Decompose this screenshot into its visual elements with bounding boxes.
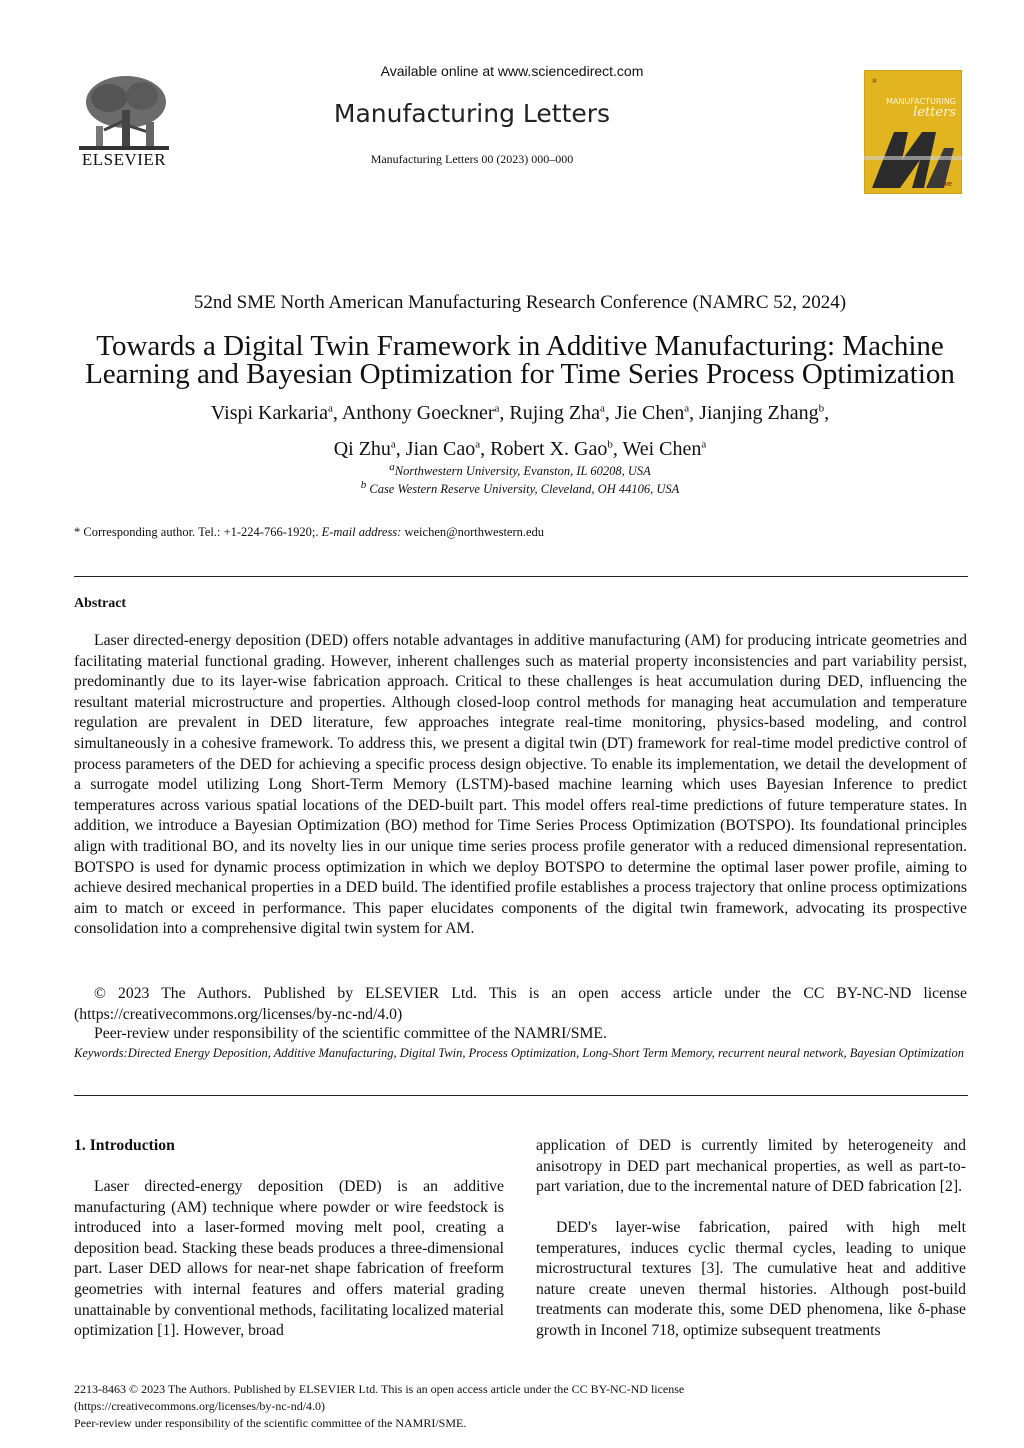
cover-sme-logo: SME [941,182,952,188]
available-online-text[interactable]: Available online at www.sciencedirect.com [380,63,644,79]
keywords: Keywords:Directed Energy Deposition, Additive Manufacturing, Digital Twin, Process Optimization, Long-Short Term Memory, recurrent neural network, Bayesian Optimization [74,1046,964,1060]
author-list-line-1: Vispi Karkaria$^a$, Anthony Goeckner$^a$, Rujing Zha$^a$, Jie Chen$^a$, Jianjing Zhang$^b$, [210,402,830,424]
copyright-notice: © 2023 The Authors. Published by ELSEVIER Ltd. This is an open access article under the CC BY-NC-ND license (https://creativecommons.org/licenses/by-nc-nd/4.0) [74,985,967,1023]
footer-license-link[interactable]: (https://creativecommons.org/licenses/by-nc-nd/4.0) [74,1399,326,1413]
author-affiliation-mark: b [607,438,613,451]
author-name: Robert X. Gao [490,438,608,460]
author-affiliation-mark: a [494,402,500,415]
cover-title-line1: MANUFACTURING [886,97,956,106]
abstract-body: Laser directed-energy deposition (DED) offers notable advantages in additive manufacturing (AM) for producing intricate geometries and facilitating material functional grading. However, inherent challenges such as material property inconsistencies and part variability persist, predominantly due to its layer-wise fabrication approach. Critical to these challenges is heat accumulation during DED, influencing the resultant material microstructure and properties. Although closed-loop control methods for managing heat accumulation and temperature regulation are prevalent in DED literature, few approaches integrate real-time monitoring, physics-based modeling, and control simultaneously in a cohesive framework. To address this, we present a digital twin (DT) framework for real-time model predictive control of process parameters of the DED for achieving a specific process design objective. To enable its implementation, we detail the development of a surrogate model utilizing Long Short-Term Memory (LSTM)-based machine learning which uses Bayesian Inference to predict temperatures across various spatial locations of the DED-built part. This model offers real-time predictions of future temperature states. In addition, we introduce a Bayesian Optimization (BO) method for Time Series Process Optimization (BOTSPO). Its foundational principles align with traditional BO, and its novelty lies in our unique time series process profile generator with a reduced dimensional representation. BOTSPO is used for dynamic process optimization in which we deploy BOTSPO to determine the optimal laser power profile, aiming to achieve desired mechanical properties in a DED build. The identified profile establishes a process trajectory that online process optimizations aim to match or exceed in performance. This paper elucidates components of the digital twin framework, advocating its prospective consolidation into a comprehensive digital twin system for AM. [74,632,967,938]
author-affiliation-mark: a [599,402,605,415]
author-name: Jianjing Zhang [699,402,819,424]
author-name: Wei Chen [622,438,702,460]
author-affiliation-mark: b [818,402,825,415]
title-line-1: Towards a Digital Twin Framework in Additive Manufacturing: Machine [96,330,944,362]
elsevier-wordmark: ELSEVIER [81,150,167,169]
author-name: Anthony Goeckner [341,402,495,424]
journal-reference: Manufacturing Letters 00 (2023) 000–000 [370,152,574,166]
peer-review-note: Peer-review under responsibility of the scientific committee of the NAMRI/SME. [94,1025,607,1042]
divider [74,1095,968,1096]
intro-paragraph-right-1: application of DED is currently limited by heterogeneity and anisotropy in DED part mechanical properties, as well as part-to-part variation, due to the incremental nature of DED fabrication [2]. [536,1137,966,1196]
divider [74,576,968,577]
journal-name[interactable]: Manufacturing Letters [333,99,611,128]
author-list-line-2: Qi Zhu$^a$, Jian Cao$^a$, Robert X. Gao$^b$, Wei Chen$^a$ [333,438,707,460]
author-affiliation-mark: a [327,402,333,415]
paper-title [40,332,1000,388]
author-name: Vispi Karkaria [210,402,328,424]
author-affiliation-mark: a [701,438,707,451]
author-name: Jian Cao [405,438,476,460]
author-affiliation-mark: a [684,402,690,415]
intro-paragraph-left: Laser directed-energy deposition (DED) is an additive manufacturing (AM) technique where powder or wire feedstock is introduced into a laser-formed moving melt pool, creating a deposition bead. Stacking these beads produces a three-dimensional part. Laser DED allows for near-net shape fabrication of freeform geometries with internal features and offers material grading unattainable by conventional methods, facilitating localized material optimization [1]. However, broad [74,1178,504,1340]
author-affiliation-mark: a [475,438,481,451]
footer-copyright: 2213-8463 © 2023 The Authors. Published by ELSEVIER Ltd. This is an open access article under the CC BY-NC-ND license [74,1382,685,1396]
corresponding-author-note: * Corresponding author. Tel.: +1-224-766-1920;. E-mail address: weichen@northwestern.edu [74,525,545,539]
footer-peer-review: Peer-review under responsibility of the scientific committee of the NAMRI/SME. [74,1416,467,1430]
corresponding-email[interactable]: weichen@northwestern.edu [401,525,545,539]
affiliation-b: $^b$ Case Western Reserve University, Cleveland, OH 44106, USA [360,478,680,496]
author-affiliation-mark: a [390,438,396,451]
title-line-2: Learning and Bayesian Optimization for Time Series Process Optimization [85,358,955,390]
affiliation-a: $^a$Northwestern University, Evanston, IL 60208, USA [389,460,651,478]
author-name: Qi Zhu [333,438,391,460]
journal-cover-image [864,70,962,194]
section-heading-introduction: 1. Introduction [74,1137,175,1154]
cover-title-line2: letters [913,105,956,120]
author-name: Jie Chen [614,402,685,424]
abstract-heading: Abstract [74,596,127,611]
author-name: Rujing Zha [509,402,600,424]
intro-paragraph-right-2: DED's layer-wise fabrication, paired with high melt temperatures, induces cyclic thermal cycles, leading to unique microstructural textures [3]. The cumulative heat and additive nature create uneven thermal histories. Although post-build treatments can moderate this, some DED phenomena, like δ-phase growth in Inconel 718, optimize subsequent treatments [536,1219,966,1339]
conference-name: 52nd SME North American Manufacturing Research Conference (NAMRC 52, 2024) [193,292,847,313]
svg-text:▦: ▦ [872,78,877,84]
